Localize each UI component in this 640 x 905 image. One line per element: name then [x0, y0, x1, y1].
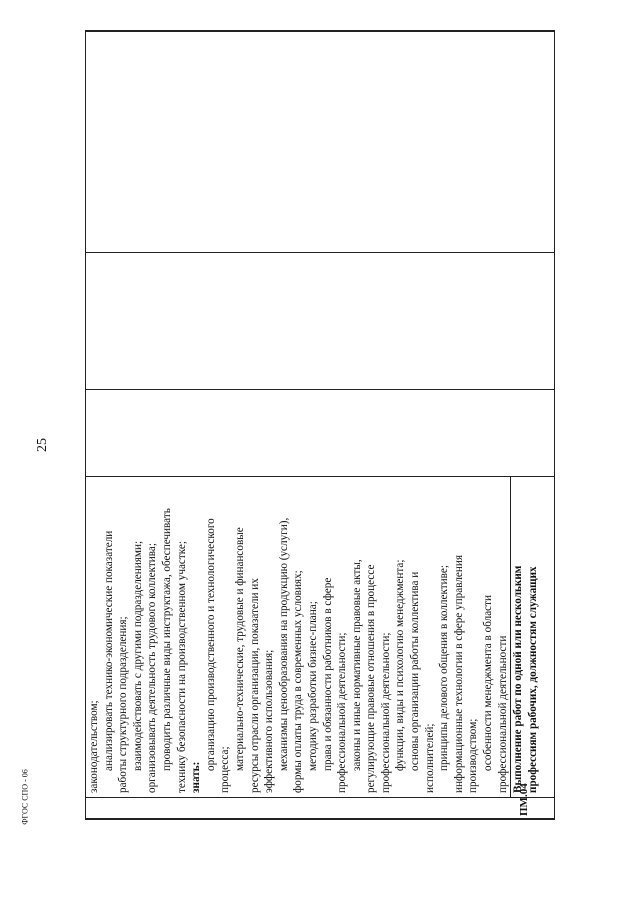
- content-cell: [87, 479, 540, 793]
- empty-column-3: [85, 30, 555, 253]
- content-line: регулирующие правовые отношения в процессе: [365, 564, 378, 793]
- content-line: профессиональной деятельности: [496, 635, 509, 793]
- curriculum-table: [85, 30, 555, 820]
- content-line: механизмы ценообразования на продукцию (услуги),: [277, 517, 290, 771]
- content-line: взаимодействовать с другими подразделениями;: [131, 540, 144, 771]
- page-number: 25: [35, 438, 50, 452]
- pm-title-line: профессиям рабочих, должностям служащих: [526, 566, 539, 793]
- content-line: формы оплаты труда в современных условиях;: [292, 570, 305, 793]
- content-line: права и обязанности работников в сфере: [321, 577, 334, 771]
- content-line: материально-технические, трудовые и финансовые: [233, 527, 246, 771]
- content-line: методику разработки бизнес-плана;: [306, 601, 319, 771]
- content-line: процесса;: [219, 746, 232, 793]
- content-column: [85, 477, 555, 798]
- rotated-table-wrapper: [85, 30, 555, 820]
- content-line: функции, виды и психологию менеджмента;: [394, 559, 407, 771]
- pm-title-line: Выполнение работ по одной или нескольким: [512, 565, 525, 793]
- content-line: организовывать деятельность трудового коллектива;: [146, 543, 159, 793]
- content-line: исполнителей;: [423, 723, 436, 793]
- pm-code-cell: ПМ.04: [518, 783, 530, 816]
- content-line: законодательством;: [88, 700, 100, 793]
- content-line: законы и иные нормативные правовые акты,: [350, 559, 363, 771]
- content-line: проводить различные виды инструктажа, обеспечивать: [160, 508, 173, 771]
- content-line: организацию производственного и технологического: [204, 518, 217, 771]
- code-column: [85, 783, 555, 820]
- content-line: производством;: [467, 718, 480, 793]
- footer-code: ФГОС СПО - 06: [20, 769, 30, 825]
- content-line: основы организации работы коллектива и: [409, 571, 422, 771]
- empty-column-2: [85, 253, 555, 390]
- content-line: профессиональной деятельности;: [379, 632, 392, 793]
- content-line: ресурсы отрасли организации, показатели их: [248, 578, 261, 793]
- content-line: информационные технологии в сфере управления: [452, 555, 465, 793]
- content-line: принципы делового общения в коллективе;: [438, 565, 451, 771]
- empty-column-1: [85, 390, 555, 477]
- content-line: анализировать технико-экономические показатели: [102, 530, 115, 771]
- content-line: работы структурного подразделения;: [117, 616, 130, 793]
- section-heading: знать:: [190, 761, 203, 793]
- content-line: особенности менеджмента в области: [482, 595, 495, 771]
- content-line: профессиональной деятельности;: [336, 632, 349, 793]
- content-line: технику безопасности на производственном участке;: [175, 541, 188, 793]
- content-line: эффективного использования;: [263, 649, 276, 793]
